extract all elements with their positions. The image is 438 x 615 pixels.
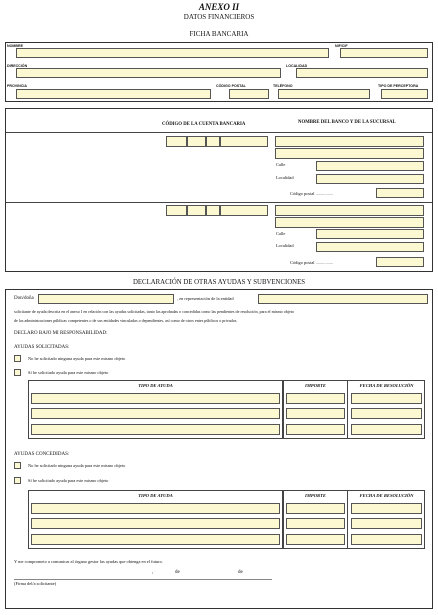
declaration-body-2: de las administraciones públicas competentes o de sus entidades vinculadas o dependientes, así como de otros entes públicos o privados. (14, 318, 238, 323)
declaration-title: DECLARACIÓN DE OTRAS AYUDAS Y SUBVENCIONES (132, 279, 305, 286)
bank-name-2b[interactable] (275, 217, 424, 228)
annex-subtitle: DATOS FINANCIEROS (183, 13, 255, 21)
granted-date-1[interactable] (351, 503, 422, 514)
requested-type-2[interactable] (31, 408, 280, 419)
label-nombre: NOMBRE (7, 44, 23, 48)
nif-field[interactable] (340, 48, 428, 58)
account-entity-2[interactable] (166, 205, 187, 216)
requested-none-label: No he solicitado ninguna ayuda para este mismo objeto (28, 356, 126, 361)
calle-label-1: Calle (276, 162, 286, 167)
label-cp: CÓDIGO POSTAL (216, 84, 246, 88)
nombre-field[interactable] (16, 48, 329, 58)
account-entity-1[interactable] (166, 136, 187, 147)
divider-1 (6, 132, 432, 133)
account-dc-1[interactable] (206, 136, 220, 147)
declaro-label: DECLARO BAJO MI RESPONSABILIDAD: (14, 331, 108, 336)
don-label: Don/doña (14, 296, 34, 301)
date-comma: , (152, 570, 154, 575)
requested-amount-3[interactable] (286, 424, 345, 435)
granted-amount-3[interactable] (286, 534, 345, 545)
granted-title: AYUDAS CONCEDIDAS: (14, 452, 70, 457)
account-office-2[interactable] (187, 205, 206, 216)
bank-name-2a[interactable] (275, 205, 424, 216)
signature-line (14, 579, 272, 580)
tipo-perceptor-field[interactable] (381, 89, 428, 99)
account-dc-2[interactable] (206, 205, 220, 216)
requested-type-1[interactable] (31, 393, 280, 404)
account-number-1[interactable] (220, 136, 268, 147)
label-telefono: TELÉFONO (273, 84, 293, 88)
calle-label-2: Calle (276, 231, 286, 236)
granted-date-2[interactable] (351, 518, 422, 529)
granted-date-3[interactable] (351, 534, 422, 545)
commit-text: Y me comprometo a comunicar al órgano gestor las ayudas que obtenga en el futuro. (14, 559, 163, 564)
annex-title: ANEXO II (198, 2, 240, 12)
date-de-1: de (175, 570, 180, 575)
granted-none-checkbox[interactable] (14, 462, 21, 469)
entity-field[interactable] (258, 294, 428, 304)
localidad-field[interactable] (296, 68, 428, 78)
granted-amount-1[interactable] (286, 503, 345, 514)
label-nif: NIF/CIF (335, 44, 348, 48)
cp-field[interactable] (229, 89, 269, 99)
label-localidad: LOCALIDAD (286, 64, 308, 68)
postal-label-2: Código postal ................ (290, 260, 334, 265)
granted-type-3[interactable] (31, 534, 280, 545)
bank-name-1b[interactable] (275, 148, 424, 159)
label-direccion: DIRECCIÓN (7, 64, 28, 68)
granted-col-date: FECHA DE RESOLUCIÓN (359, 493, 414, 498)
granted-none-label: No he solicitado ninguna ayuda para este mismo objeto (28, 463, 126, 468)
requested-none-checkbox[interactable] (14, 355, 21, 362)
requested-amount-1[interactable] (286, 393, 345, 404)
requested-col-date: FECHA DE RESOLUCIÓN (359, 383, 414, 388)
declaration-body: solicitante de ayuda descrita en el anexo I en relación con las ayudas solicitadas, tanto las aprobadas o concedidas como las pendientes de resolución, para el mismo objeto (14, 309, 294, 314)
granted-type-2[interactable] (31, 518, 280, 529)
localidad-label-1: Localidad (276, 175, 294, 180)
granted-amount-2[interactable] (286, 518, 345, 529)
divider-2 (6, 202, 432, 203)
requested-title: AYUDAS SOLICITADAS: (14, 345, 70, 350)
granted-yes-label: Sí he solicitado ayuda para este mismo objeto (28, 478, 109, 483)
granted-yes-checkbox[interactable] (14, 477, 21, 484)
postal-field-1[interactable] (376, 188, 424, 198)
provincia-field[interactable] (16, 89, 211, 99)
requested-yes-checkbox[interactable] (14, 369, 21, 376)
signature-label: (Firma del/a solicitante) (14, 581, 57, 586)
date-de-2: de (238, 570, 243, 575)
localidad-field-2[interactable] (316, 242, 424, 252)
requested-amount-2[interactable] (286, 408, 345, 419)
don-field[interactable] (38, 294, 174, 304)
granted-type-1[interactable] (31, 503, 280, 514)
bank-name-1a[interactable] (275, 136, 424, 147)
telefono-field[interactable] (278, 89, 370, 99)
requested-date-2[interactable] (351, 408, 422, 419)
bank-name-label: NOMBRE DEL BANCO Y DE LA SUCURSAL (298, 120, 396, 125)
requested-col-type: TIPO DE AYUDA (138, 383, 173, 388)
requested-yes-label: Sí he solicitado ayuda para este mismo objeto (28, 370, 109, 375)
requested-date-3[interactable] (351, 424, 422, 435)
localidad-label-2: Localidad (276, 243, 294, 248)
postal-label-1: Código postal ................ (290, 191, 334, 196)
bank-section-title: FICHA BANCARIA (189, 30, 249, 38)
direccion-field[interactable] (16, 68, 281, 78)
label-provincia: PROVINCIA (7, 84, 27, 88)
localidad-field-1[interactable] (316, 174, 424, 184)
requested-col-amount: IMPORTE (305, 383, 326, 388)
account-number-2[interactable] (220, 205, 268, 216)
rep-label: , en representación de la entidad (177, 296, 234, 301)
requested-type-3[interactable] (31, 424, 280, 435)
calle-field-2[interactable] (316, 229, 424, 239)
account-code-label: CÓDIGO DE LA CUENTA BANCARIA (162, 122, 246, 127)
postal-field-2[interactable] (376, 257, 424, 267)
requested-date-1[interactable] (351, 393, 422, 404)
calle-field-1[interactable] (316, 161, 424, 171)
granted-col-type: TIPO DE AYUDA (138, 493, 173, 498)
granted-col-amount: IMPORTE (305, 493, 326, 498)
label-tipo-perceptor: TIPO DE PERCEPTORA (378, 84, 419, 88)
account-office-1[interactable] (187, 136, 206, 147)
